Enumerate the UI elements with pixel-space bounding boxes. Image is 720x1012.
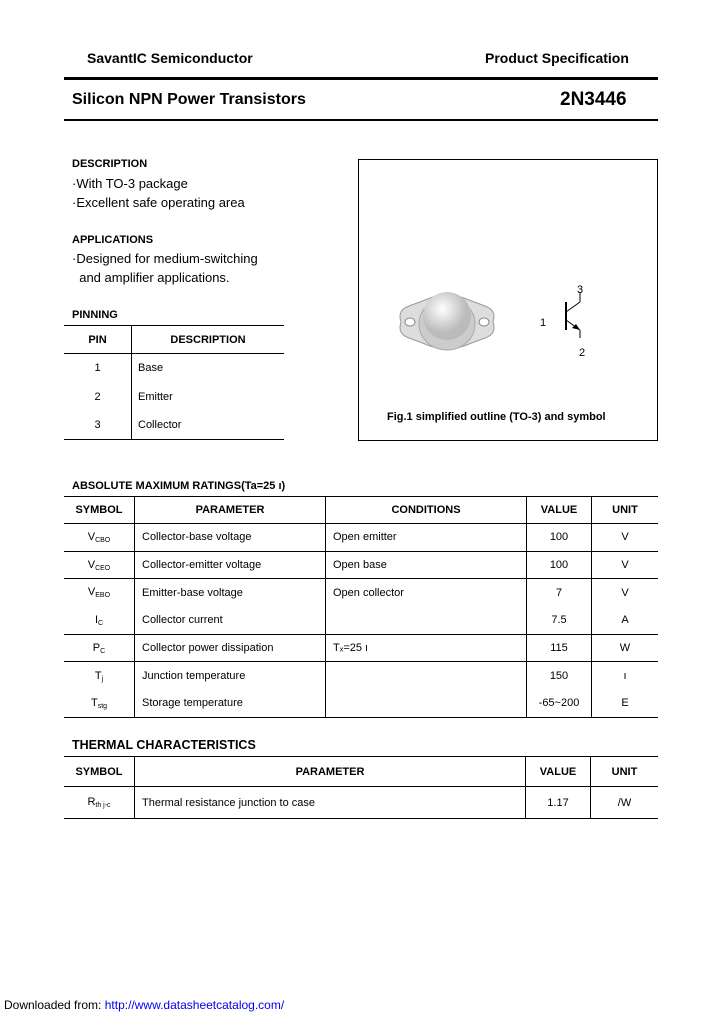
- col-header: VALUE: [527, 497, 592, 524]
- description-title: DESCRIPTION: [72, 158, 148, 170]
- condition: Open emitter: [326, 524, 527, 552]
- pin-number: 3: [94, 418, 101, 431]
- symbol-subscript: EBO: [95, 592, 111, 600]
- figure-box: [358, 159, 658, 441]
- value: 7.5: [527, 607, 592, 635]
- symbol-subscript: C: [100, 647, 106, 655]
- pin-label-3: 3: [577, 284, 584, 296]
- symbol-subscript: CBO: [95, 536, 111, 544]
- doc-type: Product Specification: [485, 50, 629, 66]
- col-header: PIN: [64, 326, 132, 354]
- col-header: SYMBOL: [64, 757, 135, 787]
- col-header: UNIT: [592, 497, 659, 524]
- thermal-title: THERMAL CHARACTERISTICS: [72, 738, 256, 752]
- symbol: [64, 524, 135, 552]
- thermal-table: [64, 756, 658, 819]
- col-header: PARAMETER: [135, 757, 526, 787]
- symbol-subscript: C: [98, 619, 104, 627]
- footer-label: Downloaded from:: [4, 998, 102, 1012]
- condition: [326, 607, 527, 635]
- symbol: [64, 607, 135, 635]
- parameter: Storage temperature: [135, 690, 326, 718]
- condition: Tₓ=25 ı: [326, 634, 527, 662]
- condition: [326, 690, 527, 718]
- table-row: [64, 662, 658, 690]
- condition: Open collector: [326, 579, 527, 607]
- applications-item: ·Designed for medium-switching: [72, 251, 258, 266]
- table-row: [64, 551, 658, 579]
- parameter: Collector-base voltage: [135, 524, 326, 552]
- symbol-base: R: [87, 796, 96, 808]
- header-rule: [64, 77, 658, 80]
- table-row: [64, 354, 284, 383]
- table-row: [64, 634, 658, 662]
- col-header: UNIT: [591, 757, 659, 787]
- footer: [4, 998, 284, 1012]
- symbol-base: P: [92, 641, 101, 654]
- condition: Open base: [326, 551, 527, 579]
- part-number: 2N3446: [560, 89, 627, 110]
- parameter: Collector power dissipation: [135, 634, 326, 662]
- symbol: [64, 579, 135, 607]
- table-row: [64, 607, 658, 635]
- unit: A: [592, 607, 659, 635]
- footer-link[interactable]: http://www.datasheetcatalog.com/: [104, 998, 285, 1012]
- col-header: CONDITIONS: [326, 497, 527, 524]
- symbol-base: T: [94, 669, 102, 682]
- parameter: Collector-emitter voltage: [135, 551, 326, 579]
- pin-description: Base: [132, 354, 285, 383]
- product-line: Silicon NPN Power Transistors: [72, 91, 306, 108]
- pin-number: 1: [94, 362, 101, 375]
- table-row: [64, 690, 658, 718]
- col-header: VALUE: [526, 757, 591, 787]
- pinning-table: [64, 325, 284, 440]
- symbol: [64, 787, 135, 819]
- pin-description: Emitter: [132, 383, 285, 411]
- symbol-subscript: CEO: [95, 564, 111, 572]
- description-item: ·With TO-3 package: [72, 176, 188, 191]
- table-row: [64, 383, 284, 411]
- applications-title: APPLICATIONS: [72, 234, 154, 246]
- description-item: ·Excellent safe operating area: [72, 195, 245, 210]
- symbol: [64, 634, 135, 662]
- pin-number: 2: [94, 390, 101, 403]
- symbol-subscript: th j-c: [95, 802, 111, 809]
- unit: W: [592, 634, 659, 662]
- ratings-title: ABSOLUTE MAXIMUM RATINGS(Ta=25 ı): [72, 480, 286, 492]
- table-row: [64, 787, 658, 819]
- table-row: [64, 411, 284, 440]
- col-header: PARAMETER: [135, 497, 326, 524]
- figure-caption: Fig.1 simplified outline (TO-3) and symbol: [387, 411, 606, 423]
- value: -65~200: [527, 690, 592, 718]
- table-row: [64, 579, 658, 607]
- value: 100: [527, 524, 592, 552]
- pin-label-1: 1: [540, 317, 547, 329]
- symbol: [64, 690, 135, 718]
- unit: V: [592, 551, 659, 579]
- value: 100: [527, 551, 592, 579]
- pinning-title: PINNING: [72, 309, 118, 321]
- applications-item: and amplifier applications.: [72, 270, 230, 285]
- table-row: [64, 524, 658, 552]
- symbol-subscript: stg: [97, 702, 108, 710]
- pin-description: Collector: [132, 411, 285, 440]
- parameter: Emitter-base voltage: [135, 579, 326, 607]
- value: 7: [527, 579, 592, 607]
- unit: V: [592, 524, 659, 552]
- unit: Ε: [592, 690, 659, 718]
- company-name: SavantIC Semiconductor: [87, 50, 253, 66]
- to3-package-image: [395, 280, 499, 352]
- title-rule: [64, 119, 658, 121]
- unit: ı: [592, 662, 659, 690]
- symbol-base: V: [87, 558, 96, 571]
- condition: [326, 662, 527, 690]
- symbol-base: V: [87, 586, 96, 599]
- symbol-base: I: [94, 613, 98, 626]
- symbol: [64, 662, 135, 690]
- value: 150: [527, 662, 592, 690]
- parameter: Thermal resistance junction to case: [135, 787, 526, 819]
- symbol-base: V: [87, 530, 96, 543]
- symbol-base: T: [90, 696, 98, 709]
- unit: V: [592, 579, 659, 607]
- parameter: Junction temperature: [135, 662, 326, 690]
- unit: /W: [591, 787, 659, 819]
- col-header: SYMBOL: [64, 497, 135, 524]
- value: 115: [527, 634, 592, 662]
- symbol: [64, 551, 135, 579]
- symbol-subscript: j: [101, 675, 104, 683]
- ratings-table: [64, 496, 658, 718]
- value: 1.17: [526, 787, 591, 819]
- col-header: DESCRIPTION: [132, 326, 285, 354]
- parameter: Collector current: [135, 607, 326, 635]
- pin-label-2: 2: [579, 347, 586, 359]
